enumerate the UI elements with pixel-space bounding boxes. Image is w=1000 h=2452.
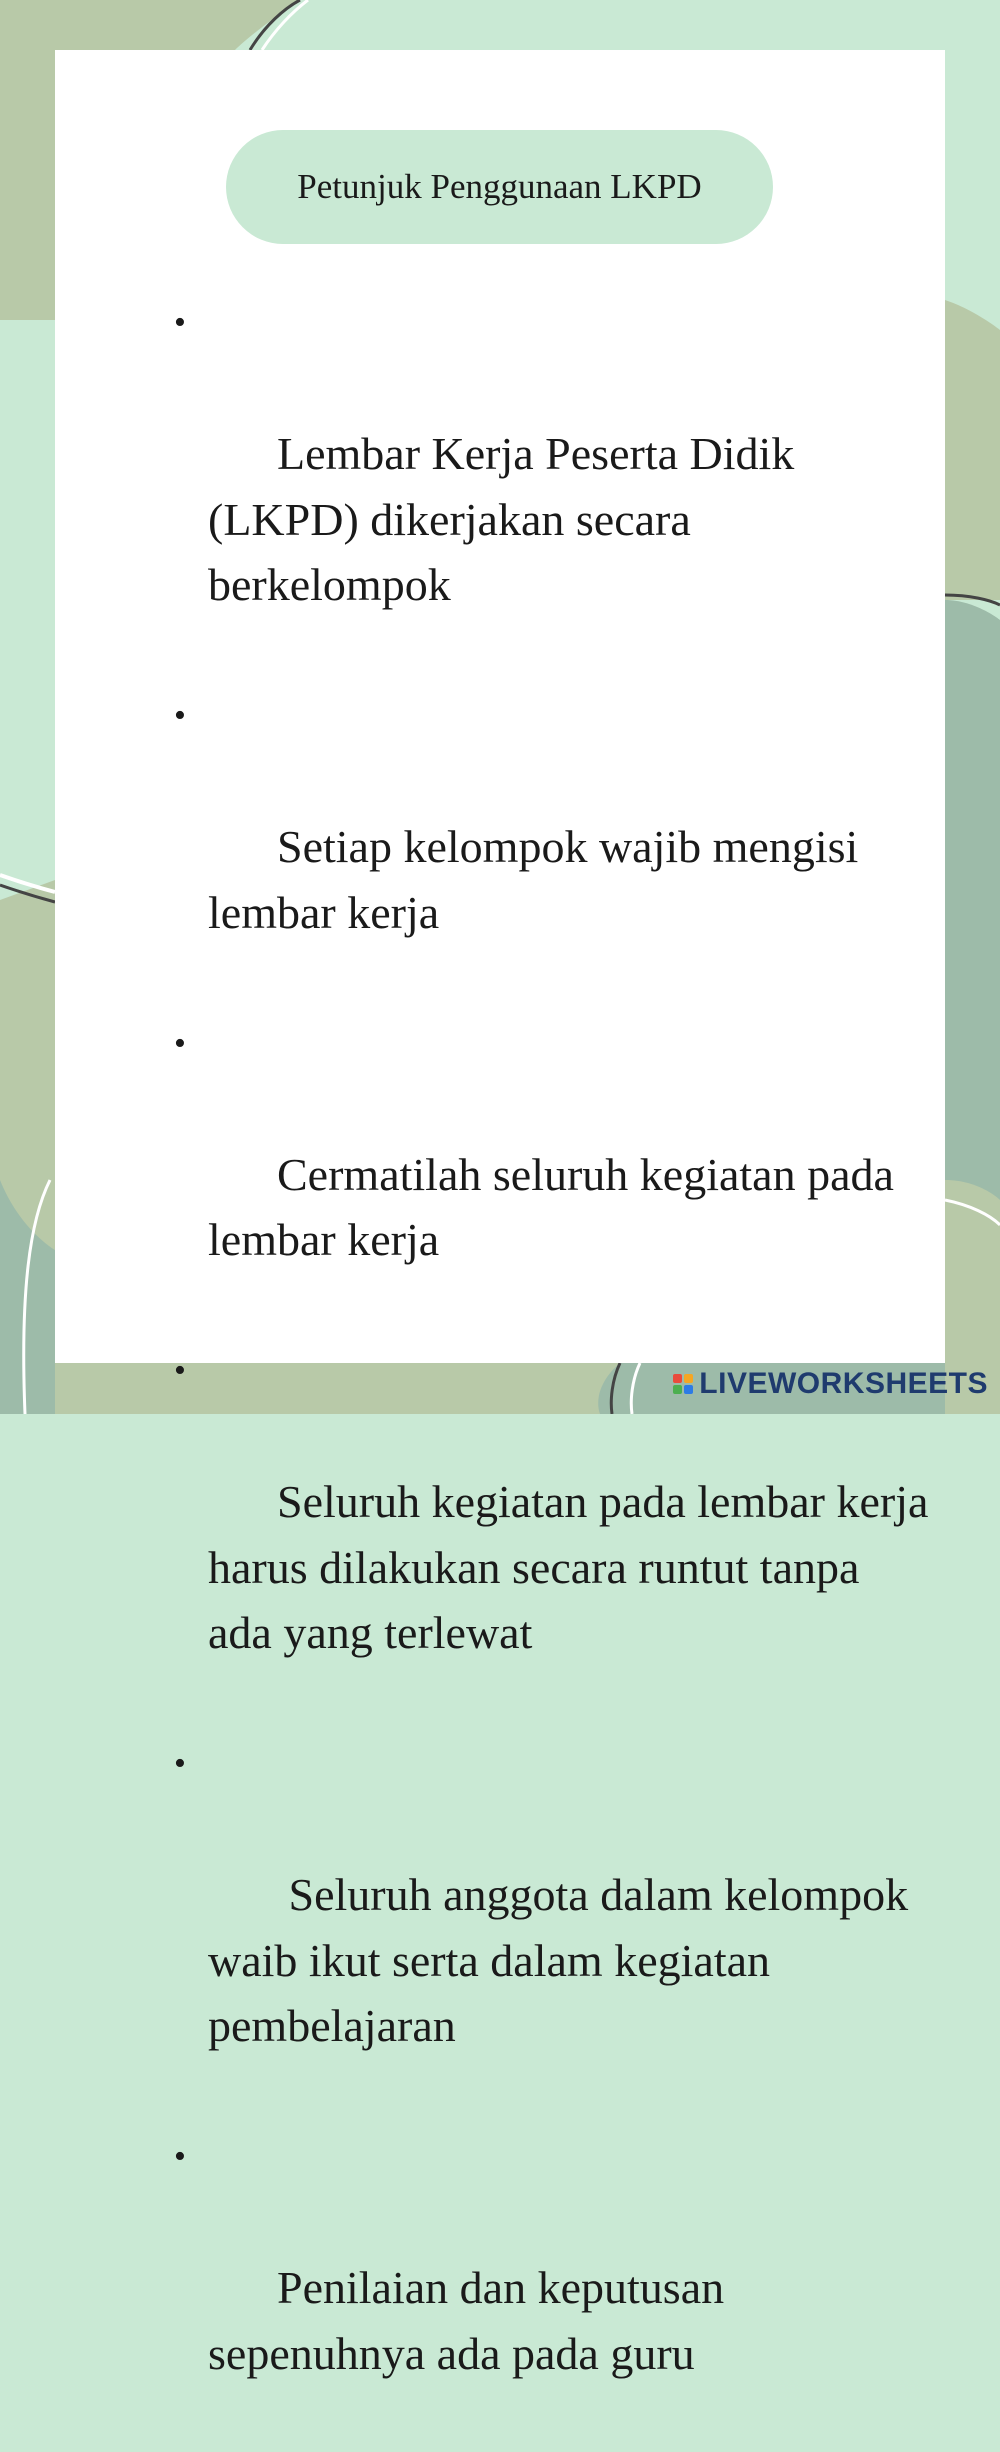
list-item — [174, 1731, 943, 2124]
instruction-text: Lembar Kerja Peserta Didik (LKPD) dikerjakan secara berkelompok — [208, 428, 795, 610]
instruction-text: Cermatilah seluruh kegiatan pada lembar kerja — [208, 1148, 894, 1265]
list-item — [174, 290, 943, 683]
instruction-text: Seluruh anggota dalam kelompok waib ikut serta dalam kegiatan pembelajaran — [208, 1869, 909, 2051]
bullet-icon: • — [174, 304, 186, 341]
bullet-icon: • — [174, 1745, 186, 1782]
list-item — [174, 1011, 943, 1339]
liveworksheets-logo-icon — [673, 1374, 693, 1394]
liveworksheets-logo[interactable] — [673, 1362, 988, 1406]
watermark-text: LIVEWORKSHEETS — [699, 1367, 988, 1400]
list-item — [174, 2124, 943, 2452]
list-item — [174, 683, 943, 1011]
bullet-icon: • — [174, 1352, 186, 1389]
bullet-icon: • — [174, 2138, 186, 2175]
bullet-icon: • — [174, 697, 186, 734]
instruction-text: Seluruh kegiatan pada lembar kerja harus dilakukan secara runtut tanpa ada yang terlewat — [208, 1476, 929, 1658]
instruction-text: Penilaian dan keputusan sepenuhnya ada pada guru — [208, 2262, 725, 2379]
instruction-text: Setiap kelompok wajib mengisi lembar kerja — [208, 821, 859, 938]
page-title: Petunjuk Penggunaan LKPD — [226, 130, 773, 244]
bullet-icon: • — [174, 1024, 186, 1062]
